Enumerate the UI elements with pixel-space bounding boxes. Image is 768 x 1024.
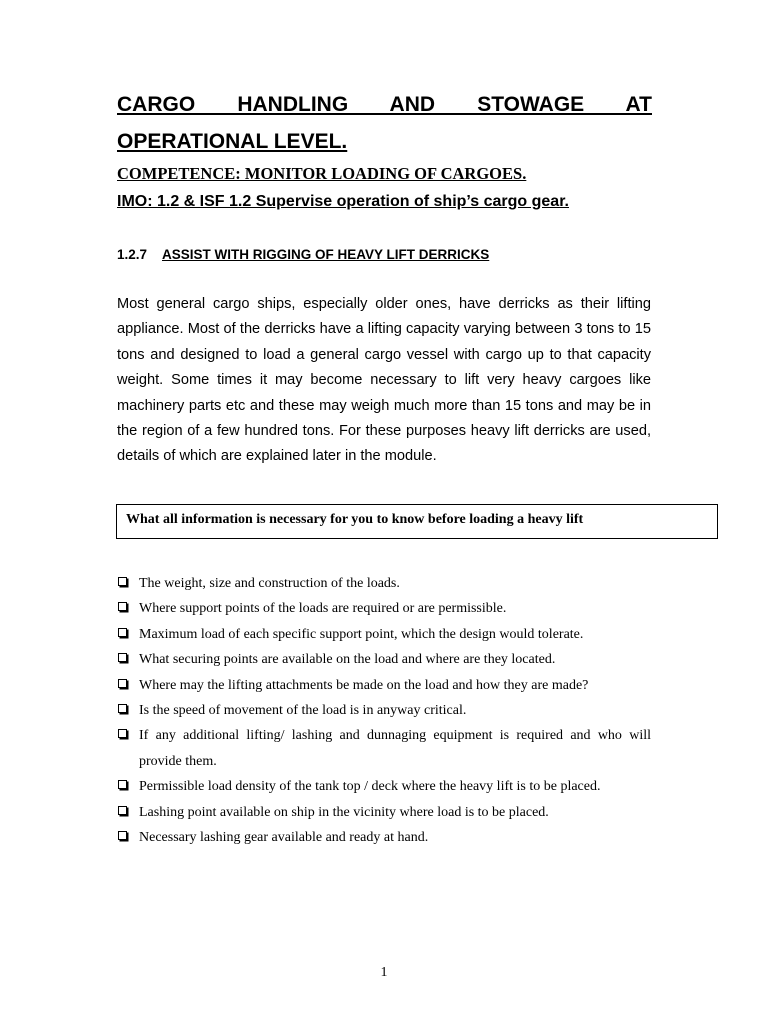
list-item-text: Where support points of the loads are required or are permissible. — [139, 601, 507, 617]
list-item-text: Where may the lifting attachments be made on the load and how they are made? — [139, 677, 589, 693]
checkbox-icon — [118, 780, 127, 789]
checkbox-icon — [118, 653, 127, 662]
requirements-checklist — [117, 571, 651, 850]
section-heading — [117, 245, 489, 265]
checkbox-icon — [118, 628, 127, 637]
checkbox-icon — [118, 806, 127, 815]
checkbox-icon — [118, 831, 127, 840]
checkbox-icon — [118, 577, 127, 586]
question-box: What all information is necessary for you to know before loading a heavy lift — [116, 504, 718, 539]
list-item-text: Is the speed of movement of the load is in anyway critical. — [139, 703, 467, 719]
list-item-text: Necessary lashing gear available and ready at hand. — [139, 830, 429, 846]
list-item — [117, 698, 651, 723]
list-item-text: The weight, size and construction of the loads. — [139, 576, 400, 591]
list-item — [117, 622, 651, 647]
imo-heading: IMO: 1.2 & ISF 1.2 Supervise operation of ship’s cargo gear. — [117, 193, 569, 210]
checkbox-icon — [118, 679, 127, 688]
list-item — [117, 647, 651, 672]
checkbox-icon — [118, 602, 127, 611]
checkbox-icon — [118, 704, 127, 713]
body-paragraph: Most general cargo ships, especially older ones, have derricks as their lifting appliance. Most of the derricks have a lifting capacity varying between 3 tons to 15 tons and designed to load a general cargo vessel with cargo up to that capacity weight. Some times it may become necessary to lift very heavy cargoes like machinery parts etc and these may weigh much more than 15 tons and may be in the region of a few hundred tons. For these purposes heavy lift derricks are used, details of which are explained later in the module. — [117, 296, 651, 465]
checkbox-icon — [118, 729, 127, 738]
list-item — [117, 825, 651, 850]
list-item — [117, 596, 651, 621]
section-title: ASSIST WITH RIGGING OF HEAVY LIFT DERRICKS — [162, 247, 490, 262]
section-number: 1.2.7 — [117, 247, 148, 262]
list-item — [117, 800, 651, 825]
list-item-text: If any additional lifting/ lashing and dunnaging equipment is required and who will provide them. — [139, 728, 651, 769]
list-item — [117, 673, 651, 698]
list-item-text: What securing points are available on the load and where are they located. — [139, 652, 556, 668]
list-item — [117, 571, 651, 596]
list-item — [117, 774, 651, 799]
list-item — [117, 723, 651, 774]
document-title: CARGO HANDLING AND STOWAGE AT OPERATIONAL LEVEL. — [117, 93, 652, 153]
competence-heading: COMPETENCE: MONITOR LOADING OF CARGOES. — [117, 164, 527, 183]
list-item-text: Lashing point available on ship in the vicinity where load is to be placed. — [139, 804, 549, 820]
page-number: 1 — [380, 965, 388, 980]
list-item-text: Maximum load of each specific support point, which the design would tolerate. — [139, 626, 584, 642]
list-item-text: Permissible load density of the tank top / deck where the heavy lift is to be placed. — [139, 779, 601, 795]
